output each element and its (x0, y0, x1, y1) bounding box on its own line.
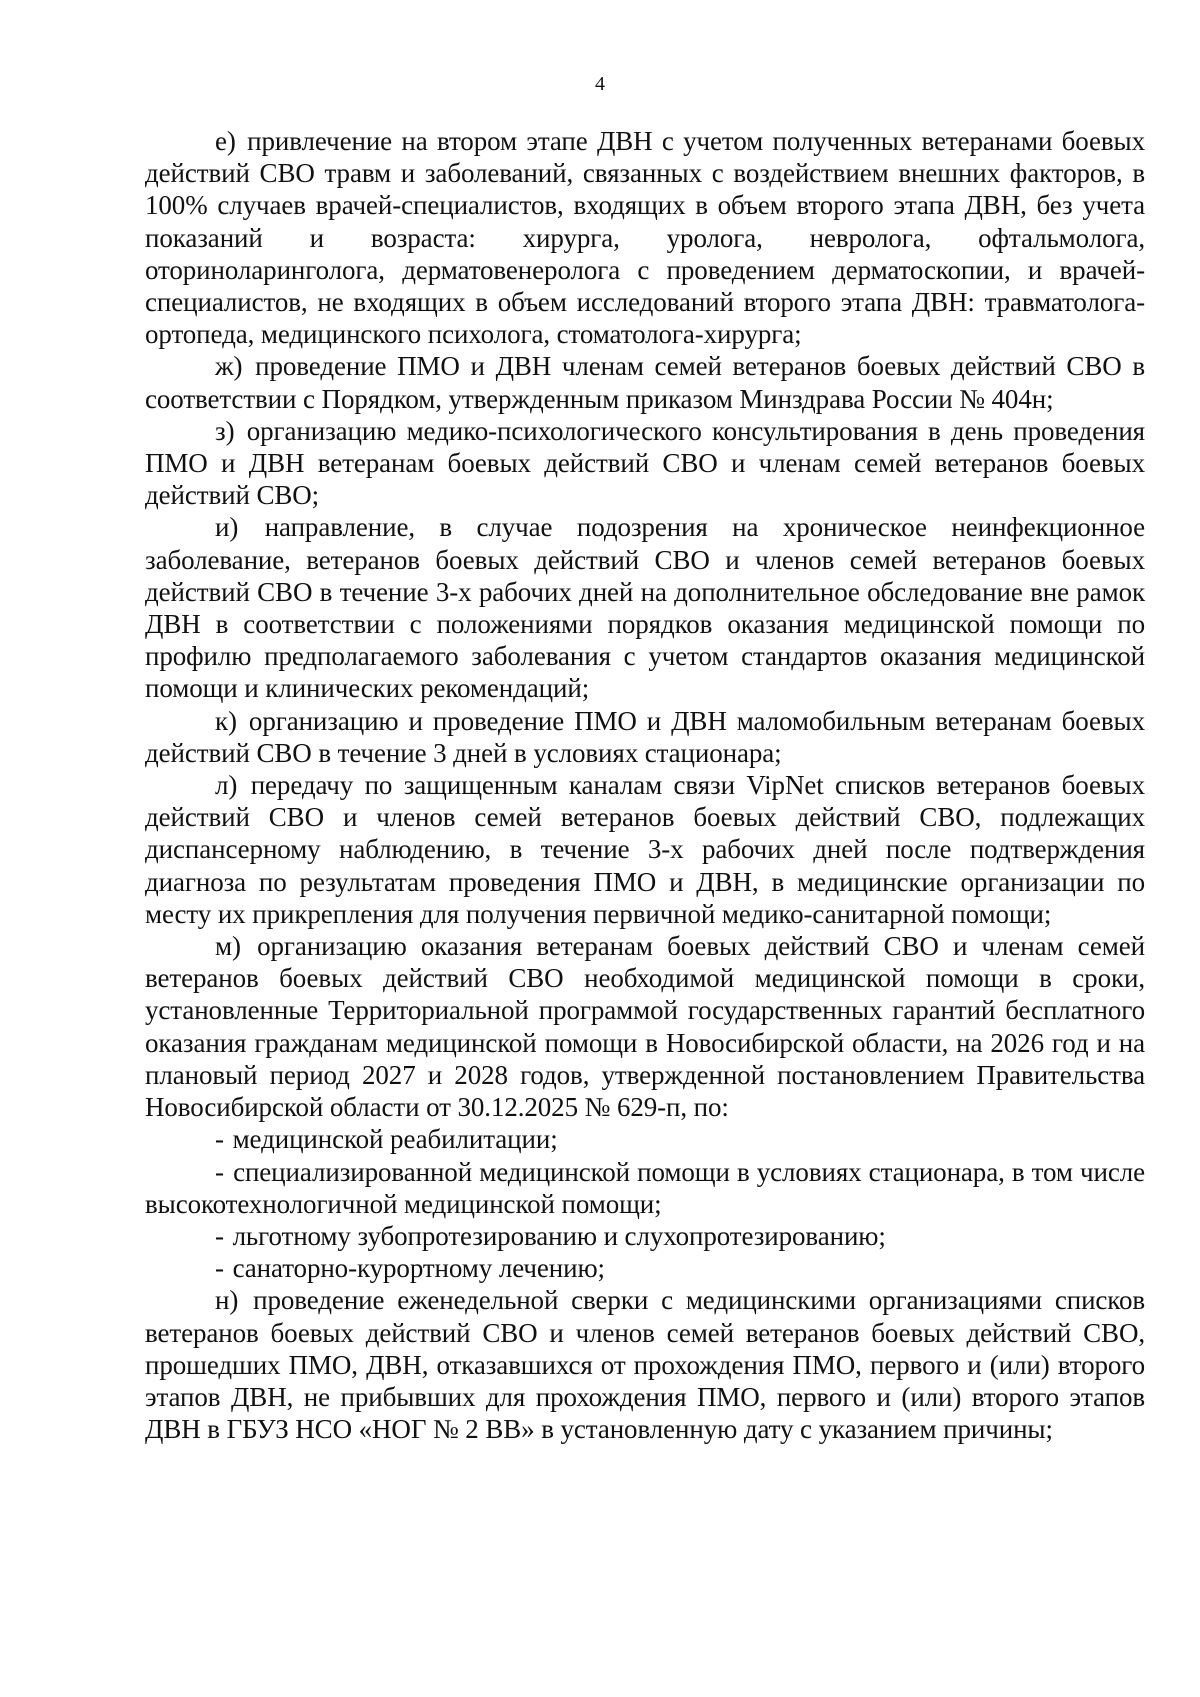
bullet-text: медицинской реабилитации; (232, 1124, 558, 1155)
paragraph-l (145, 769, 1145, 930)
list-marker: м) (215, 931, 241, 962)
bullet-item (145, 1123, 1145, 1155)
bullet-dash: - (215, 1253, 224, 1284)
paragraph-text: проведение ПМО и ДВН членам семей ветеранов боевых действий СВО в соответствии с Порядком, утвержденным приказом Минздрава России № 404н; (145, 351, 1145, 414)
list-marker: н) (215, 1285, 239, 1316)
paragraph-text: организацию медико-психологического консультирования в день проведения ПМО и ДВН ветеранам боевых действий СВО и членам семей ветеранов боевых действий СВО; (145, 415, 1145, 511)
list-marker: и) (215, 512, 239, 543)
list-marker: е) (215, 126, 236, 156)
bullet-dash: - (215, 1124, 224, 1155)
document-body (145, 125, 1145, 1445)
paragraph-zh (145, 350, 1145, 414)
paragraph-text: привлечение на втором этапе ДВН с учетом полученных ветеранами боевых действий СВО травм и заболеваний, связанных с воздействием внешних факторов, в 100% случаев врачей-специалистов, входящих в объем второго этапа ДВН, без учета показаний и возраста: хирурга, уролога, невролога, офтальмолога, оториноларинголога, дерматовенеролога с проведением дерматоскопии, и врачей-специалистов, не входящих в объем исследований второго этапа ДВН: травматолога-ортопеда, медицинского психолога, стоматолога-хирурга; (145, 126, 1145, 350)
list-marker: к) (215, 705, 237, 736)
paragraph-text: организацию и проведение ПМО и ДВН маломобильным ветеранам боевых действий СВО в течение 3 дней в условиях стационара; (145, 705, 1145, 768)
paragraph-e (145, 125, 1145, 350)
bullet-dash: - (215, 1220, 224, 1251)
paragraph-text: организацию оказания ветеранам боевых действий СВО и членам семей ветеранов боевых действий СВО необходимой медицинской помощи в сроки, установленные Территориальной программой государственных гарантий бесплатного оказания гражданам медицинской помощи в Новосибирской области, на 2026 год и на плановый период 2027 и 2028 годов, утвержденной постановлением Правительства Новосибирской области от 30.12.2025 № 629-п, по: (145, 931, 1146, 1123)
list-marker: з) (215, 415, 235, 446)
paragraph-text: проведение еженедельной сверки с медицинскими организациями списков ветеранов боевых действий СВО и членов семей ветеранов боевых действий СВО, прошедших ПМО, ДВН, отказавшихся от прохождения ПМО, первого и (или) второго этапов ДВН, не прибывших для прохождения ПМО, первого и (или) второго этапов ДВН в ГБУЗ НСО «НОГ № 2 ВВ» в установленную дату с указанием причины; (145, 1285, 1145, 1445)
bullet-item (145, 1252, 1145, 1284)
paragraph-m (145, 930, 1145, 1123)
bullet-item (145, 1156, 1145, 1220)
paragraph-z (145, 415, 1145, 512)
bullet-text: специализированной медицинской помощи в условиях стационара, в том числе высокотехнологичной медицинской помощи; (145, 1156, 1145, 1219)
bullet-item (145, 1220, 1145, 1252)
paragraph-k (145, 705, 1145, 769)
list-marker: ж) (215, 351, 243, 382)
paragraph-text: направление, в случае подозрения на хроническое неинфекционное заболевание, ветеранов боевых действий СВО и членов семей ветеранов боевых действий СВО в течение 3-х рабочих дней на дополнительное обследование вне рамок ДВН в соответствии с положениями порядков оказания медицинской помощи по профилю предполагаемого заболевания с учетом стандартов оказания медицинской помощи и клинических рекомендаций; (145, 512, 1146, 704)
paragraph-i (145, 511, 1145, 704)
paragraph-text: передачу по защищенным каналам связи VipNet списков ветеранов боевых действий СВО и членов семей ветеранов боевых действий СВО, подлежащих диспансерному наблюдению, в течение 3-х рабочих дней после подтверждения диагноза по результатам проведения ПМО и ДВН, в медицинские организации по месту их прикрепления для получения первичной медико-санитарной помощи; (145, 770, 1145, 929)
list-marker: л) (215, 770, 238, 801)
paragraph-n (145, 1284, 1145, 1445)
bullet-text: санаторно-курортному лечению; (232, 1253, 605, 1284)
bullet-text: льготному зубопротезированию и слухопротезированию; (232, 1220, 886, 1251)
page-number: 4 (595, 73, 605, 95)
bullet-dash: - (215, 1156, 224, 1187)
